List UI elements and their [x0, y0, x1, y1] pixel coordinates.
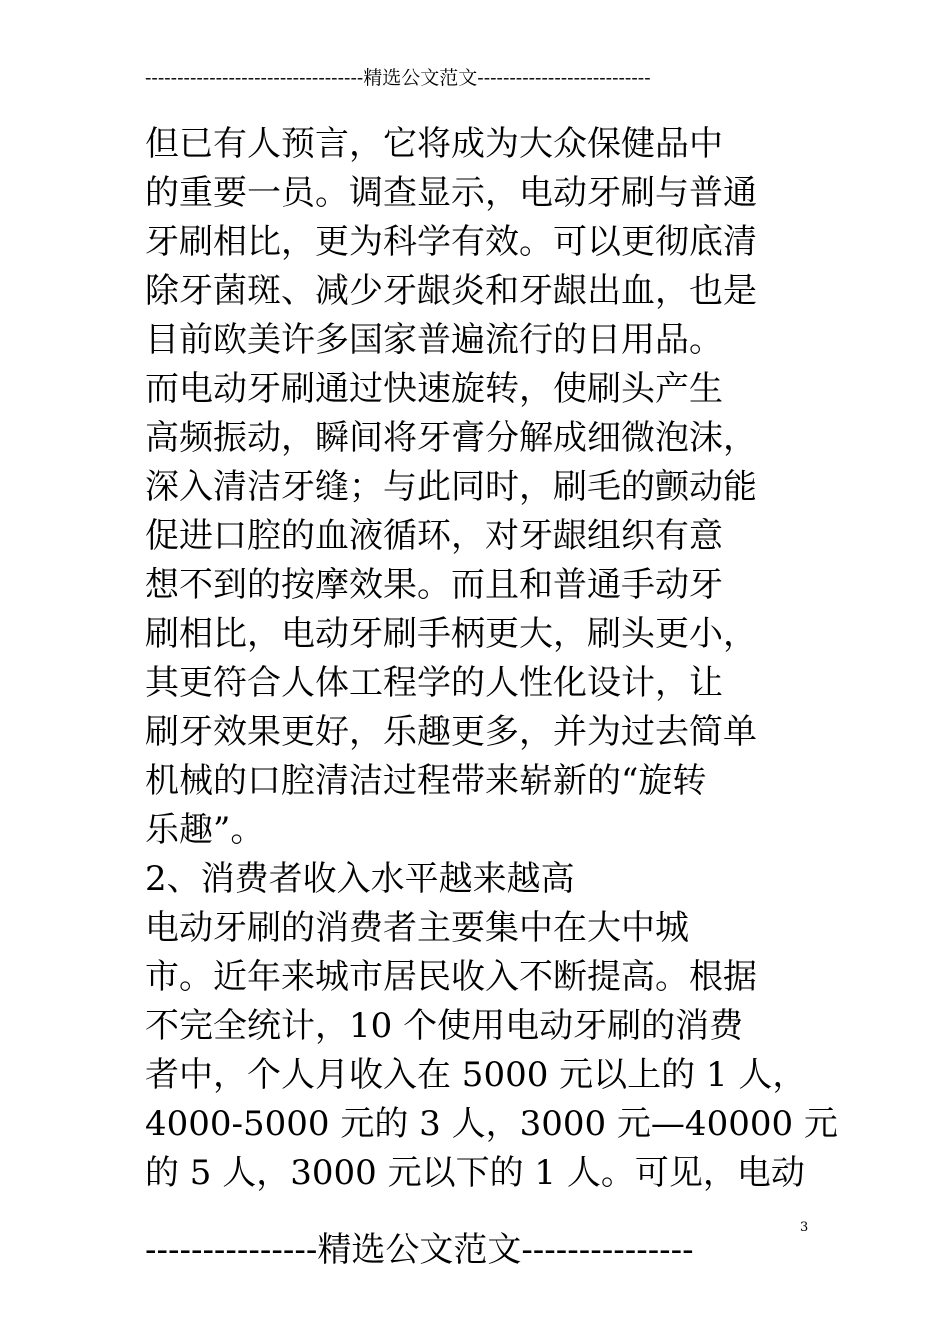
- page-footer: ---------------精选公文范文---------------: [145, 1230, 694, 1270]
- text-line: 目前欧美许多国家普遍流行的日用品。: [145, 320, 723, 360]
- section-heading: 2、消费者收入水平越来越高: [145, 859, 575, 899]
- text-line: 的 5 人，3000 元以下的 1 人。可见，电动: [145, 1153, 805, 1193]
- text-line: 深入清洁牙缝；与此同时，刷毛的颤动能: [145, 467, 757, 507]
- text-line: 除牙菌斑、减少牙龈炎和牙龈出血，也是: [145, 271, 757, 311]
- text-line: 但已有人预言，它将成为大众保健品中: [145, 124, 723, 164]
- text-line: 高频振动，瞬间将牙膏分解成细微泡沫，: [145, 418, 757, 458]
- text-line: 不完全统计，10 个使用电动牙刷的消费: [145, 1006, 744, 1046]
- body-text: [145, 120, 838, 1198]
- text-line: 市。近年来城市居民收入不断提高。根据: [145, 957, 757, 997]
- text-line: 刷相比，电动牙刷手柄更大，刷头更小，: [145, 614, 757, 654]
- text-line: 的重要一员。调查显示，电动牙刷与普通: [145, 173, 757, 213]
- text-line: 机械的口腔清洁过程带来崭新的“旋转: [145, 761, 707, 801]
- text-line: 4000-5000 元的 3 人，3000 元—40000 元: [145, 1104, 838, 1144]
- page-number: 3: [800, 1220, 809, 1235]
- page-header: ----------------------------------精选公文范文---------------------------: [145, 67, 651, 89]
- text-line: 其更符合人体工程学的人性化设计，让: [145, 663, 723, 703]
- text-line: 而电动牙刷通过快速旋转，使刷头产生: [145, 369, 723, 409]
- text-line: 牙刷相比，更为科学有效。可以更彻底清: [145, 222, 757, 262]
- text-line: 电动牙刷的消费者主要集中在大中城: [145, 908, 689, 948]
- text-line: 促进口腔的血液循环，对牙龈组织有意: [145, 516, 723, 556]
- text-line: 者中，个人月收入在 5000 元以上的 1 人，: [145, 1055, 807, 1095]
- text-line: 想不到的按摩效果。而且和普通手动牙: [145, 565, 723, 605]
- text-line: 刷牙效果更好，乐趣更多，并为过去简单: [145, 712, 757, 752]
- text-line: 乐趣”。: [145, 810, 265, 850]
